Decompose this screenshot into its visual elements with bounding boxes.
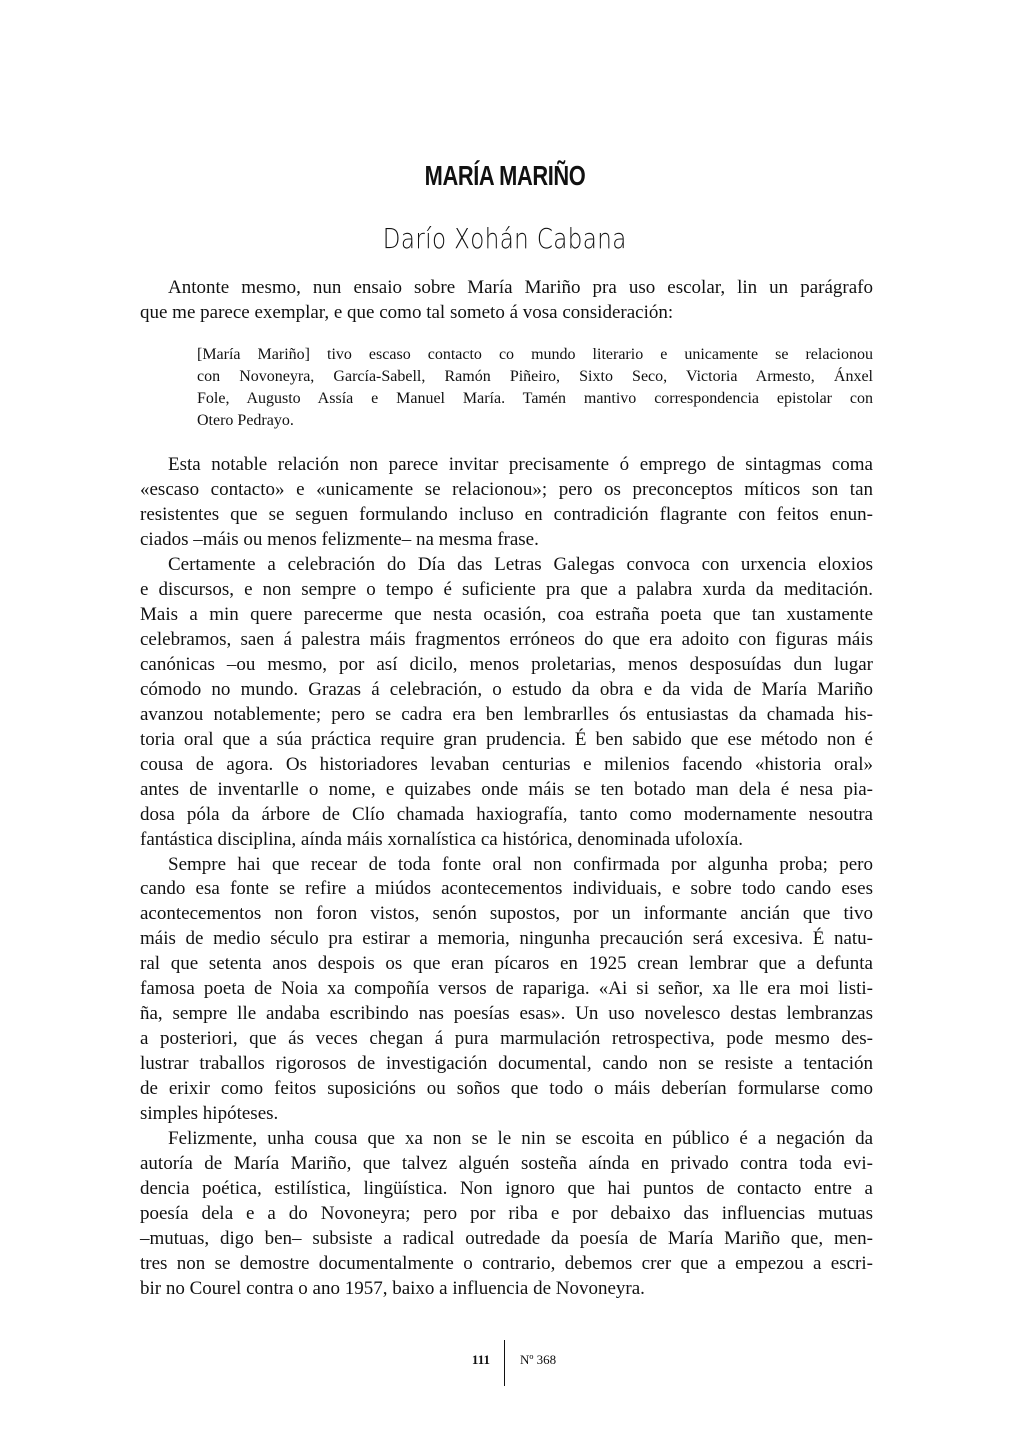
text-line: Esta notable relación non parece invitar precisamente ó emprego de sintagmas coma bbox=[168, 454, 873, 475]
text-line: avanzou notablemente; pero se cadra era ben lembrarlles ós entusiastas da chamada his- bbox=[140, 703, 873, 725]
text-line: celebramos, saen á palestra máis fragmentos erróneos do que era adoito con figuras máis bbox=[140, 628, 873, 650]
paragraph bbox=[140, 453, 873, 553]
text-line: dencia poética, estilística, lingüística. Non ignoro que hai puntos de contacto entre a bbox=[140, 1178, 873, 1200]
text-line: que me parece exemplar, e que como tal someto á vosa consideración: bbox=[140, 302, 674, 323]
text-line: ña, sempre lle andaba escribindo nas poesías esas». Un uso novelesco destas lembranzas bbox=[140, 1003, 873, 1025]
text-line: Sempre hai que recear de toda fonte oral non confirmada por algunha proba; pero bbox=[168, 853, 873, 875]
quote-line: Fole, Augusto Assía e Manuel María. Tamén mantivo correspondencia epistolar con bbox=[197, 390, 873, 407]
text-line: ciados –máis ou menos felizmente– na mesma frase. bbox=[140, 528, 539, 550]
article-title bbox=[0, 160, 1010, 192]
text-line: fantástica disciplina, aínda máis xornalística ca histórica, denominada ufoloxía. bbox=[140, 828, 744, 850]
quote-line: [María Mariño] tivo escaso contacto co mundo literario e unicamente se relacionou bbox=[197, 346, 873, 363]
issue-number: Nº 368 bbox=[520, 1352, 557, 1367]
quote-line: Otero Pedrayo. bbox=[197, 412, 294, 429]
paragraph bbox=[140, 853, 873, 1128]
text-line: Felizmente, unha cousa que xa non se le nin se escoita en público é a negación da bbox=[168, 1128, 873, 1150]
intro-paragraph bbox=[140, 275, 873, 325]
text-line: cousa de agora. Os historiadores levaban centurias e milenios facendo «historia oral» bbox=[140, 753, 873, 775]
page-footer bbox=[0, 1340, 1010, 1386]
text-line: antes de inventarlle o nome, e quizabes onde máis se ten botado man dela é nesa pia- bbox=[140, 778, 873, 800]
text-line: Certamente a celebración do Día das Letras Galegas convoca con urxencia eloxios bbox=[168, 553, 873, 575]
text-line: ral que setenta anos despois os que eran pícaros en 1925 crean lembrar que a defunta bbox=[140, 953, 873, 975]
text-line: toria oral que a súa práctica require gran prudencia. É ben sabido que ese método non é bbox=[140, 728, 873, 750]
article-title-text: MARÍA MARIÑO bbox=[424, 160, 586, 191]
text-line: tres non se demostre documentalmente o contrario, debemos crer que a empezou a escri- bbox=[140, 1253, 873, 1274]
text-line: Antonte mesmo, nun ensaio sobre María Mariño pra uso escolar, lin un parágrafo bbox=[168, 277, 873, 298]
article-author-text: Darío Xohán Cabana bbox=[383, 222, 627, 255]
paragraph bbox=[140, 1127, 873, 1302]
quote-line: con Novoneyra, García-Sabell, Ramón Piñeiro, Sixto Seco, Victoria Armesto, Ánxel bbox=[197, 368, 873, 385]
text-line: famosa poeta de Noia xa compoñía versos de rapariga. «Ai si señor, xa lle era moi listi- bbox=[140, 978, 873, 1000]
text-line: de erixir como feitos suposicións ou soños que todo o máis deberían formularse como bbox=[140, 1078, 873, 1100]
text-line: dosa póla da árbore de Clío chamada haxiografía, tanto como modernamente nesoutra bbox=[140, 803, 873, 825]
article-author bbox=[0, 222, 1010, 255]
footer-divider bbox=[504, 1340, 505, 1386]
text-line: autoría de María Mariño, que talvez alguén sosteña aínda en privado contra toda evi- bbox=[140, 1153, 873, 1175]
text-line: cando esa fonte se refire a miúdos acontecementos individuais, e sobre todo cando eses bbox=[140, 878, 873, 900]
text-line: simples hipóteses. bbox=[140, 1103, 279, 1125]
text-line: –mutuas, digo ben– subsiste a radical outredade da poesía de María Mariño que, men- bbox=[140, 1228, 873, 1250]
text-line: e discursos, e non sempre o tempo é suficiente pra que a palabra xurda da meditación. bbox=[140, 578, 873, 600]
text-line: «escaso contacto» e «unicamente se relacionou»; pero os preconceptos míticos son tan bbox=[140, 478, 873, 500]
article-body bbox=[140, 453, 873, 1302]
text-line: bir no Courel contra o ano 1957, baixo a influencia de Novoneyra. bbox=[140, 1277, 645, 1299]
page-number: 111 bbox=[471, 1352, 490, 1367]
text-line: acontecementos non foron vistos, senón supostos, por un informante ancián que tivo bbox=[140, 903, 873, 925]
text-line: Mais a min quere parecerme que nesta ocasión, coa estraña poeta que tan xustamente bbox=[140, 603, 873, 625]
text-line: lustrar traballos rigorosos de investigación documental, cando non se resiste a tentación bbox=[140, 1053, 873, 1075]
text-line: a posteriori, que ás veces chegan á pura marmulación retrospectiva, pode mesmo des- bbox=[140, 1028, 873, 1050]
text-line: resistentes que se seguen formulando incluso en contradición flagrante con feitos enun- bbox=[140, 503, 873, 525]
text-line: canónicas –ou mesmo, por así dicilo, menos proletarias, menos desposuídas dun lugar bbox=[140, 653, 873, 675]
text-line: máis de medio século pra estirar a memoria, ningunha precaución será excesiva. É natu- bbox=[140, 928, 873, 950]
paragraph bbox=[140, 553, 873, 853]
block-quote bbox=[197, 344, 873, 432]
text-line: cómodo no mundo. Grazas á celebración, o estudo da obra e da vida de María Mariño bbox=[140, 678, 873, 700]
text-line: poesía dela e a do Novoneyra; pero por riba e por debaixo das influencias mutuas bbox=[140, 1203, 873, 1225]
